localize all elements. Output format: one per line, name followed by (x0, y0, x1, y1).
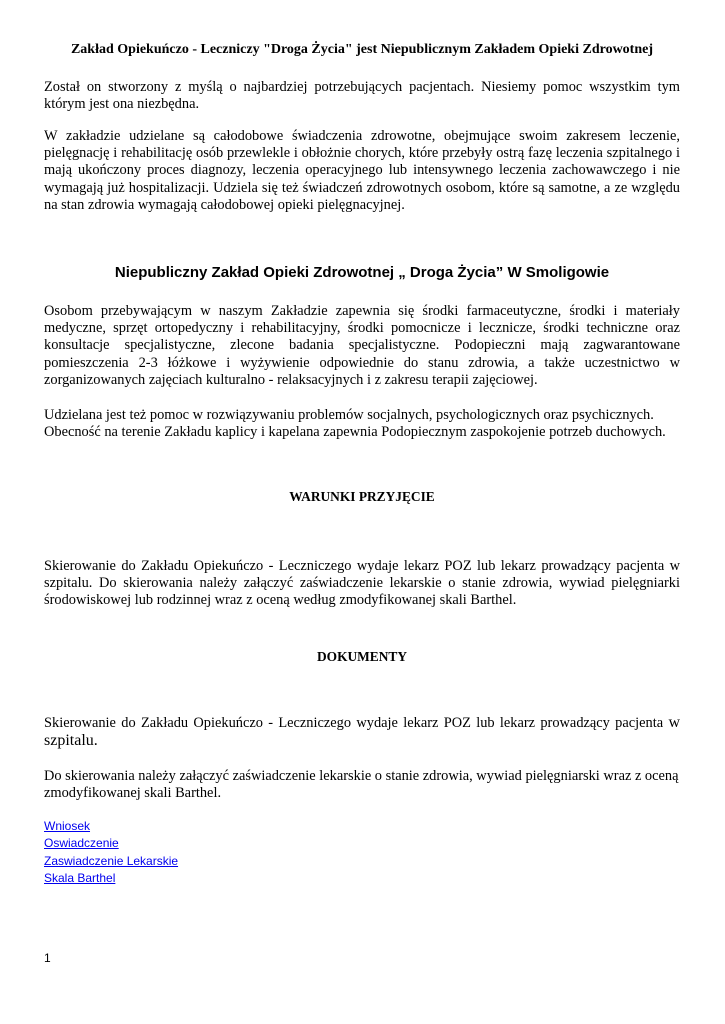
link-wniosek[interactable]: Wniosek (44, 819, 91, 833)
facility-paragraph-2: Udzielana jest też pomoc w rozwiązywaniu problemów socjalnych, psychologicznych oraz psychicznych. Obecność na terenie Zakładu kaplicy i kapelana zapewnia Podopiecznym zaspokojenie potrzeb duchowych. (44, 407, 666, 441)
section-heading-facility: Niepubliczny Zakład Opieki Zdrowotnej „ Droga Życia” W Smoligowie (114, 264, 610, 281)
documents-paragraph-1 (44, 714, 680, 750)
link-zaswiadczenie-lekarskie[interactable]: Zaswiadczenie Lekarskie (44, 853, 179, 868)
facility-paragraph-1: Osobom przebywającym w naszym Zakładzie zapewnia się środki farmaceutyczne, środki i materiały medyczne, sprzęt ortopedyczny i rehabilitacyjny, środki pomocnicze i lecznicze, środki techniczne oraz konsultacje specjalistyczne, zlecone badania specjalistyczne. Podopieczni mają zagwarantowane pomieszczenia 2-3 łóżkowe i wyżywienie odpowiednie do stanu zdrowia, a także uczestnictwo w zorganizowanych zajęciach kulturalno - relaksacyjnych i z zakresu terapii zajęciowej. (44, 303, 680, 388)
document-title: Zakład Opiekuńczo - Leczniczy "Droga Życia" jest Niepublicznym Zakładem Opieki Zdrowotnej (70, 42, 654, 57)
admission-paragraph: Skierowanie do Zakładu Opiekuńczo - Leczniczego wydaje lekarz POZ lub lekarz prowadzący pacjenta w szpitalu. Do skierowania należy załączyć zaświadczenie lekarskie o stanie zdrowia, wywiad pielęgniarki środowiskowej lub rodzinnej wraz z oceną według zmodyfikowanej skali Barthel. (44, 558, 680, 609)
intro-paragraph-1: Został on stworzony z myślą o najbardziej potrzebujących pacjentach. Niesiemy pomoc wszystkim tym którym jest ona niezbędna. (44, 79, 680, 113)
page-number: 1 (44, 951, 51, 965)
section-heading-admission: WARUNKI PRZYJĘCIE (289, 489, 435, 504)
intro-paragraph-2: W zakładzie udzielane są całodobowe świadczenia zdrowotne, obejmujące swoim zakresem leczenie, pielęgnację i rehabilitację osób przewlekle i obłożnie chorych, które przebyły ostrą fazę leczenia szpitalnego i mają ukończony proces diagnozy, leczenia operacyjnego lub intensywnego leczenia zachowawczego i nie wymagają już hospitalizacji. Udziela się też świadczeń zdrowotnych osobom, które są samotne, a ze względu na stan zdrowia wymagają całodobowej opieki pielęgnacyjnej. (44, 128, 680, 213)
link-skala-barthel[interactable]: Skala Barthel (44, 870, 116, 885)
link-oswiadczenie[interactable]: Oswiadczenie (44, 836, 119, 851)
documents-paragraph-2: Do skierowania należy załączyć zaświadczenie lekarskie o stanie zdrowia, wywiad pielęgniarski wraz z oceną zmodyfikowanej skali Barthel. (44, 768, 679, 802)
download-links (44, 818, 178, 887)
documents-paragraph-1-tail: w szpitalu. (44, 714, 680, 750)
documents-paragraph-1-main: Skierowanie do Zakładu Opiekuńczo - Leczniczego wydaje lekarz POZ lub lekarz prowadzący pacjenta (44, 715, 669, 731)
section-heading-documents: DOKUMENTY (316, 649, 407, 664)
